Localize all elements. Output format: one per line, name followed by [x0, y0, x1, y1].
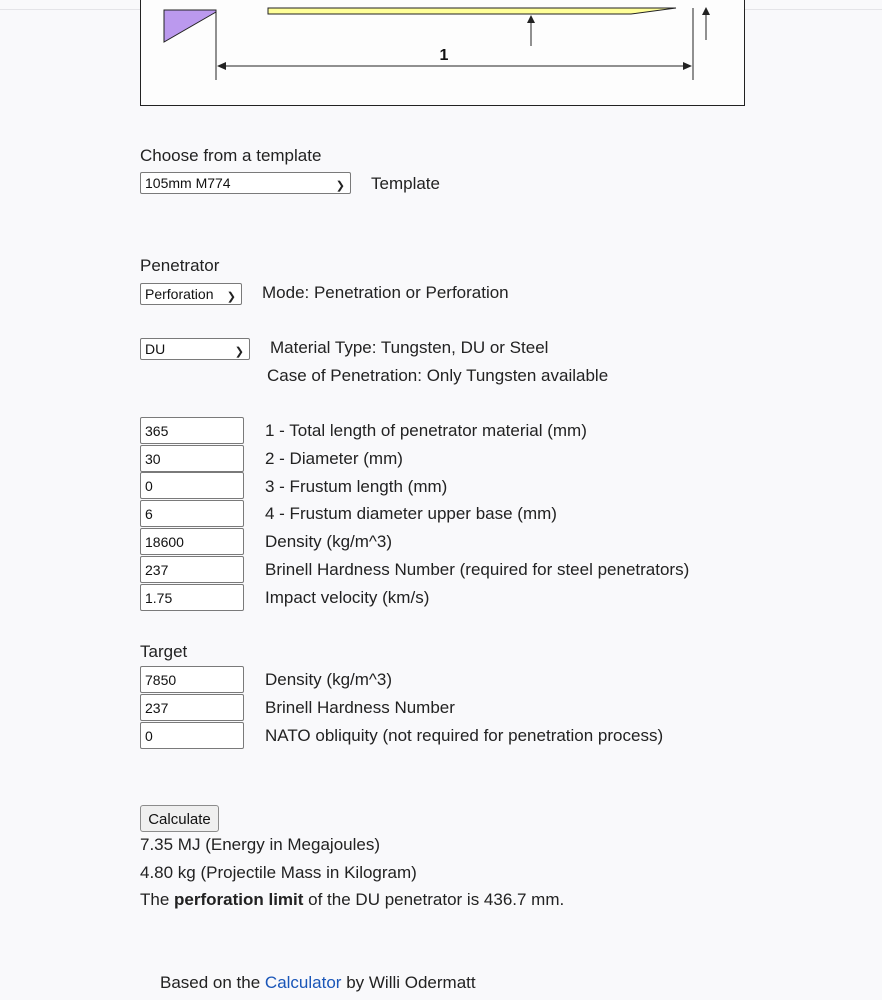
penetrator-length-input[interactable] — [140, 417, 244, 444]
mode-select-value: Perforation — [145, 286, 214, 302]
penetrator-tip-shape — [164, 10, 216, 42]
diameter-arrowhead — [527, 15, 535, 23]
target-heading: Target — [140, 642, 188, 661]
frustum-diameter-label: 4 - Frustum diameter upper base (mm) — [265, 504, 557, 523]
perforation-result — [140, 890, 564, 910]
frustum-diameter-input[interactable] — [140, 500, 244, 527]
frustum-arrowhead — [702, 7, 710, 15]
impact-velocity-input[interactable] — [140, 584, 244, 611]
frustum-length-label: 3 - Frustum length (mm) — [265, 477, 448, 496]
penetrator-density-label: Density (kg/m^3) — [265, 532, 393, 551]
penetrator-diameter-label: 2 - Diameter (mm) — [265, 449, 403, 468]
penetrator-body-shape — [268, 8, 676, 14]
chevron-down-icon: ❯ — [226, 291, 236, 303]
energy-result: 7.35 MJ (Energy in Megajoules) — [140, 835, 381, 854]
template-heading: Choose from a template — [140, 146, 322, 165]
arrowhead-right — [683, 62, 692, 70]
dimension-label: 1 — [439, 47, 449, 64]
chevron-down-icon: ❯ — [335, 180, 345, 192]
impact-velocity-label: Impact velocity (km/s) — [265, 588, 430, 607]
penetrator-hardness-label: Brinell Hardness Number (required for steel penetrators) — [265, 560, 690, 579]
mode-select[interactable] — [140, 283, 242, 305]
target-hardness-input[interactable] — [140, 694, 244, 721]
calculator-link[interactable]: Calculator — [264, 973, 342, 992]
nato-obliquity-label: NATO obliquity (not required for penetration process) — [265, 726, 664, 745]
calculate-button[interactable]: Calculate — [140, 805, 219, 832]
perforation-result-prefix: The — [140, 890, 175, 909]
material-select[interactable] — [140, 338, 250, 360]
target-density-label: Density (kg/m^3) — [265, 670, 393, 689]
chevron-down-icon: ❯ — [234, 346, 244, 358]
case-note: Case of Penetration: Only Tungsten available — [267, 366, 609, 385]
footer-prefix: Based on the — [160, 973, 265, 992]
penetrator-density-input[interactable] — [140, 528, 244, 555]
footer-suffix: by Willi Odermatt — [341, 973, 476, 992]
template-select[interactable] — [140, 172, 351, 194]
mass-result: 4.80 kg (Projectile Mass in Kilogram) — [140, 863, 417, 882]
material-select-value: DU — [145, 341, 166, 357]
penetrator-hardness-input[interactable] — [140, 556, 244, 583]
penetrator-diagram-svg — [141, 0, 745, 106]
target-hardness-label: Brinell Hardness Number — [265, 698, 455, 717]
perforation-result-emphasis: perforation limit — [174, 890, 304, 909]
target-density-input[interactable] — [140, 666, 244, 693]
template-select-value: 105mm M774 — [145, 175, 231, 191]
nato-obliquity-input[interactable] — [140, 722, 244, 749]
frustum-length-input[interactable] — [140, 472, 244, 499]
template-label: Template — [371, 174, 440, 193]
arrowhead-left — [217, 62, 226, 70]
material-label: Material Type: Tungsten, DU or Steel — [270, 338, 549, 357]
penetrator-length-label: 1 - Total length of penetrator material (mm) — [265, 421, 587, 440]
perforation-result-suffix: of the DU penetrator is 436.7 mm. — [303, 890, 565, 909]
penetrator-heading: Penetrator — [140, 256, 220, 275]
penetrator-diameter-input[interactable] — [140, 445, 244, 472]
penetrator-diagram — [140, 0, 745, 106]
footer-credit — [160, 973, 476, 993]
mode-label: Mode: Penetration or Perforation — [262, 283, 509, 302]
